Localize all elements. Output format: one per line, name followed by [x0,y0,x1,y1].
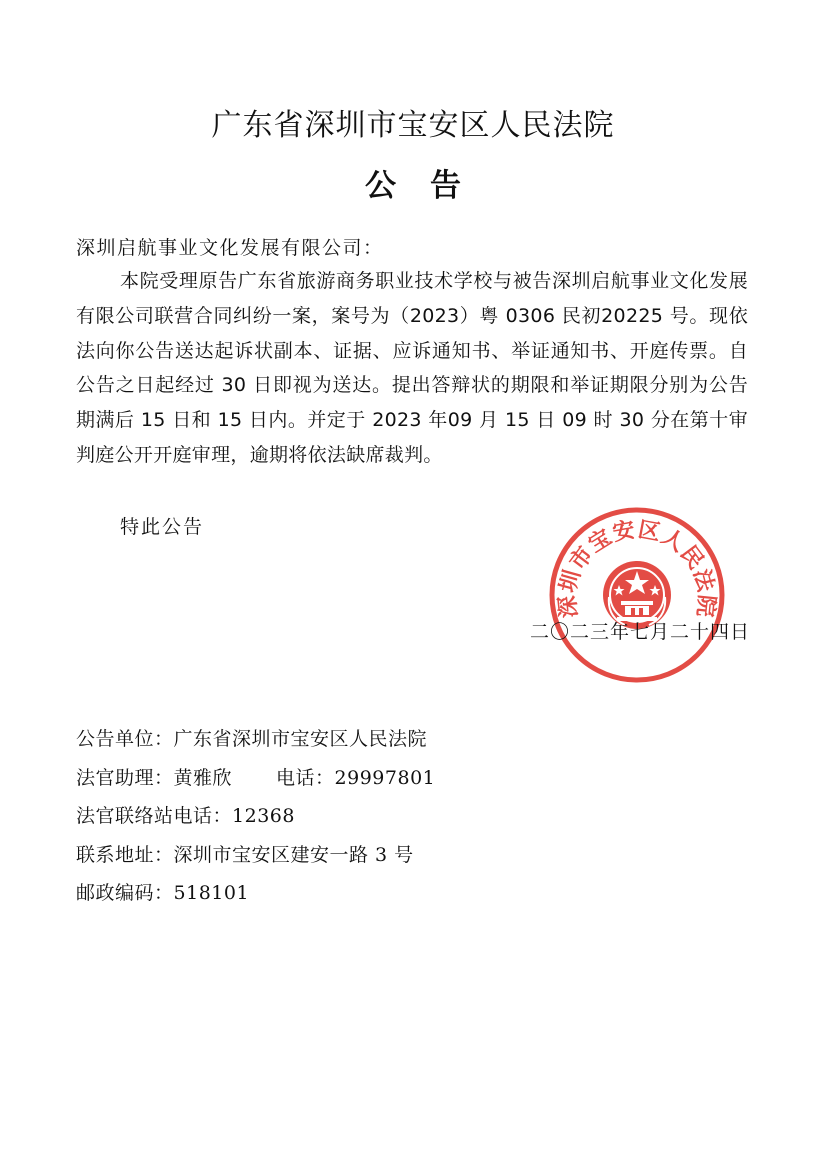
hotline-label: 法官联络站电话： [76,805,233,827]
issue-date: 二〇二三年七月二十四日 [529,621,750,643]
address-line [76,840,414,867]
closing-phrase: 特此公告 [120,516,205,538]
assistant-label: 法官助理： [76,767,174,789]
postcode-value: 518101 [173,882,250,904]
notice-title: 公告 [365,168,495,204]
postcode-label: 邮政编码： [76,882,174,904]
assistant-name: 黄雅欣 [173,767,233,789]
publishing-unit-label: 公告单位： [76,728,174,750]
hotline-number: 12368 [232,805,295,827]
phone-number: 29997801 [334,767,436,789]
hotline-line [76,801,295,828]
court-seal-stamp [547,505,727,685]
publishing-unit-line [76,724,427,751]
postcode-line [76,878,249,905]
addressee-line: 深圳启航事业文化发展有限公司： [76,237,384,259]
address-value: 深圳市宝安区建安一路 3 号 [173,844,414,866]
address-label: 联系地址： [76,844,174,866]
publishing-unit-value: 广东省深圳市宝安区人民法院 [173,728,428,750]
assistant-line [76,763,435,790]
seal-arc-textpath: 深圳市宝安区人民法院 [555,517,719,619]
court-name-heading: 广东省深圳市宝安区人民法院 [211,108,615,143]
phone-label: 电话： [276,767,335,789]
notice-body-paragraph: 本院受理原告广东省旅游商务职业技术学校与被告深圳启航事业文化发展有限公司联营合同纠纷一案，案号为（2023）粤 0306 民初20225 号。现依法向你公告送达起诉状副本、证据、应诉通知书、举证通知书、开庭传票。自公告之日起经过 30 日即视为送达。提出答辩状的期限和举证期限分别为公告期满后 15 日和 15 日内。并定于 2023 年09 月 15 日 09 时 30 分在第十审判庭公开开庭审理，逾期将依法缺席裁判。 [76,270,748,466]
